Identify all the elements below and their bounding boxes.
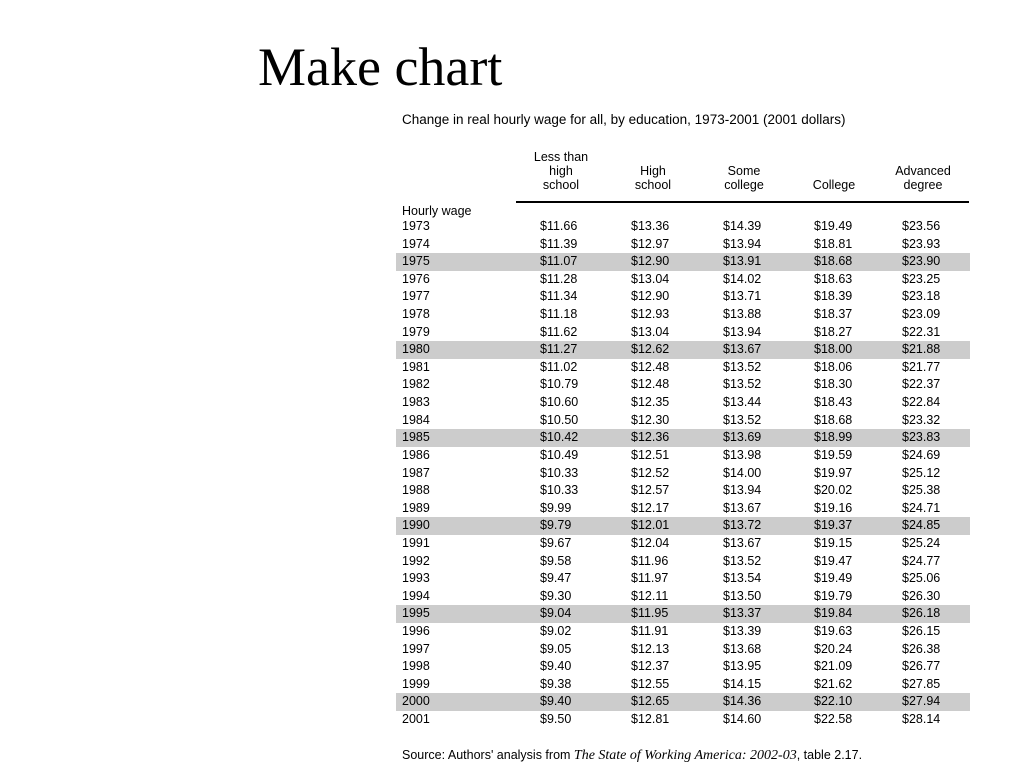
row-year: 1987: [402, 465, 430, 480]
table-row: [396, 605, 970, 623]
table-cell: $13.68: [723, 641, 762, 656]
table-cell: $10.42: [540, 430, 579, 445]
table-cell: $26.30: [902, 588, 941, 603]
table-cell: $12.11: [631, 588, 669, 603]
table-cell: $19.49: [814, 219, 853, 233]
table-cell: $27.85: [902, 676, 941, 691]
table-cell: $11.39: [540, 236, 578, 251]
table-cell: $12.55: [631, 676, 670, 691]
table-cell: $12.81: [631, 712, 670, 727]
table-cell: $12.01: [631, 518, 670, 533]
table-cell: $25.06: [902, 571, 941, 586]
table-cell: $27.94: [902, 694, 941, 709]
table-cell: $25.38: [902, 483, 941, 498]
table-cell: $9.40: [540, 694, 572, 709]
table-row: [396, 359, 970, 377]
column-header-college: College: [812, 178, 856, 192]
table-cell: $14.36: [723, 694, 762, 709]
table-cell: $21.88: [902, 342, 941, 357]
table-cell: $13.88: [723, 307, 762, 322]
row-year: 1998: [402, 659, 430, 674]
table-cell: $23.90: [902, 254, 941, 269]
table-cell: $12.04: [631, 535, 670, 550]
table-cell: $24.77: [902, 553, 941, 568]
table-cell: $11.97: [631, 571, 669, 586]
table-cell: $14.60: [723, 712, 762, 727]
table-cell: $9.50: [540, 712, 572, 727]
table-cell: $23.18: [902, 289, 941, 304]
table-cell: $13.52: [723, 553, 762, 568]
table-row: [396, 465, 970, 483]
table-cell: $18.39: [814, 289, 853, 304]
table-cell: $18.68: [814, 412, 853, 427]
table-row: [396, 641, 970, 659]
table-cell: $19.37: [814, 518, 853, 533]
table-cell: $23.25: [902, 271, 941, 286]
row-year: 1996: [402, 624, 430, 639]
table-row: [396, 394, 970, 412]
table-cell: $20.02: [814, 483, 853, 498]
row-year: 1989: [402, 500, 430, 515]
column-header-high-school: High school: [634, 164, 672, 192]
row-year: 1992: [402, 553, 430, 568]
row-year: 1986: [402, 447, 430, 462]
table-row: [396, 535, 970, 553]
column-header-advanced-degree: Advanced degree: [895, 164, 951, 192]
row-year: 1995: [402, 606, 430, 621]
table-cell: $9.40: [540, 659, 572, 674]
table-row: [396, 658, 970, 676]
table-cell: $10.33: [540, 483, 579, 498]
table-row: [396, 676, 970, 694]
table-cell: $13.67: [723, 342, 762, 357]
table-row: [396, 482, 970, 500]
row-year: 1999: [402, 676, 430, 691]
table-cell: $22.31: [902, 324, 941, 339]
table-cell: $10.50: [540, 412, 579, 427]
table-cell: $13.91: [723, 254, 762, 269]
table-row: [396, 376, 970, 394]
table-cell: $21.62: [814, 676, 853, 691]
table-row: [396, 570, 970, 588]
table-row: [396, 253, 970, 271]
table-cell: $11.02: [540, 359, 578, 374]
table-cell: $18.37: [814, 307, 853, 322]
table-cell: $13.67: [723, 535, 762, 550]
table-row: [396, 236, 970, 254]
table-body: [396, 218, 970, 729]
table-cell: $24.69: [902, 447, 941, 462]
table-row: [396, 412, 970, 430]
table-cell: $18.00: [814, 342, 853, 357]
table-cell: $12.51: [631, 447, 670, 462]
row-label-header: Hourly wage: [402, 204, 472, 218]
table-cell: $12.90: [631, 289, 670, 304]
row-year: 1993: [402, 571, 430, 586]
table-cell: $26.15: [902, 624, 941, 639]
table-cell: $18.63: [814, 271, 853, 286]
table-row: [396, 711, 970, 729]
table-cell: $13.94: [723, 324, 762, 339]
table-row: [396, 447, 970, 465]
row-year: 1978: [402, 307, 430, 322]
row-year: 1974: [402, 236, 430, 251]
table-cell: $18.99: [814, 430, 853, 445]
table-cell: $13.94: [723, 483, 762, 498]
table-cell: $18.06: [814, 359, 853, 374]
table-cell: $13.98: [723, 447, 762, 462]
table-cell: $19.97: [814, 465, 853, 480]
row-year: 1984: [402, 412, 430, 427]
table-cell: $14.00: [723, 465, 762, 480]
table-cell: $9.04: [540, 606, 572, 621]
table-cell: $26.77: [902, 659, 941, 674]
table-cell: $12.90: [631, 254, 670, 269]
table-cell: $13.04: [631, 271, 670, 286]
table-cell: $13.67: [723, 500, 762, 515]
table-cell: $19.15: [814, 535, 853, 550]
table-cell: $19.63: [814, 624, 853, 639]
table-cell: $25.12: [902, 465, 941, 480]
table-cell: $18.81: [814, 236, 853, 251]
table-cell: $12.52: [631, 465, 670, 480]
table-cell: $19.49: [814, 571, 853, 586]
table-cell: $11.07: [540, 254, 578, 269]
table-cell: $28.14: [902, 712, 941, 727]
table-cell: $22.58: [814, 712, 853, 727]
row-year: 1976: [402, 271, 430, 286]
table-cell: $23.32: [902, 412, 941, 427]
row-year: 1990: [402, 518, 430, 533]
table-cell: $13.39: [723, 624, 762, 639]
table-cell: $13.72: [723, 518, 762, 533]
table-cell: $13.69: [723, 430, 762, 445]
row-year: 2000: [402, 694, 430, 709]
table-cell: $12.65: [631, 694, 670, 709]
row-year: 1973: [402, 219, 430, 233]
table-cell: $12.62: [631, 342, 670, 357]
table-cell: $13.44: [723, 395, 762, 410]
table-cell: $13.52: [723, 377, 762, 392]
row-year: 1982: [402, 377, 430, 392]
row-year: 2001: [402, 712, 430, 727]
table-cell: $18.27: [814, 324, 853, 339]
row-year: 1977: [402, 289, 430, 304]
row-year: 1997: [402, 641, 430, 656]
table-cell: $9.99: [540, 500, 572, 515]
table-cell: $9.79: [540, 518, 572, 533]
table-cell: $13.95: [723, 659, 762, 674]
table-cell: $24.85: [902, 518, 941, 533]
table-cell: $24.71: [902, 500, 941, 515]
table-cell: $18.30: [814, 377, 853, 392]
table-cell: $12.36: [631, 430, 670, 445]
table-cell: $14.15: [723, 676, 762, 691]
table-cell: $12.35: [631, 395, 670, 410]
table-row: [396, 693, 970, 711]
table-cell: $21.09: [814, 659, 853, 674]
table-cell: $10.33: [540, 465, 579, 480]
table-cell: $23.09: [902, 307, 941, 322]
table-cell: $12.48: [631, 377, 670, 392]
table-cell: $12.13: [631, 641, 670, 656]
row-year: 1981: [402, 359, 430, 374]
table-cell: $20.24: [814, 641, 853, 656]
header-rule: [516, 201, 969, 203]
row-year: 1994: [402, 588, 430, 603]
table-cell: $22.10: [814, 694, 853, 709]
row-year: 1988: [402, 483, 430, 498]
table-cell: $11.28: [540, 271, 578, 286]
table-cell: $13.71: [723, 289, 762, 304]
table-cell: $13.37: [723, 606, 762, 621]
table-cell: $9.47: [540, 571, 572, 586]
table-cell: $19.79: [814, 588, 853, 603]
table-cell: $22.37: [902, 377, 941, 392]
column-header-less-than-high-school: Less than high school: [533, 150, 589, 192]
row-year: 1975: [402, 254, 430, 269]
table-cell: $26.18: [902, 606, 941, 621]
table-cell: $13.52: [723, 412, 762, 427]
table-cell: $23.56: [902, 219, 941, 233]
table-cell: $12.17: [631, 500, 670, 515]
table-cell: $9.02: [540, 624, 572, 639]
table-cell: $21.77: [902, 359, 941, 374]
table-cell: $12.97: [631, 236, 670, 251]
table-cell: $11.66: [540, 219, 578, 233]
table-row: [396, 218, 970, 236]
table-cell: $22.84: [902, 395, 941, 410]
table-cell: $9.58: [540, 553, 572, 568]
source-note: Source: Authors' analysis from The State of Working America: 2002-03, table 2.17.: [402, 748, 863, 763]
table-cell: $13.52: [723, 359, 762, 374]
table-cell: $11.62: [540, 324, 578, 339]
table-cell: $19.84: [814, 606, 853, 621]
row-year: 1985: [402, 430, 430, 445]
table-cell: $14.39: [723, 219, 762, 233]
table-cell: $12.37: [631, 659, 670, 674]
table-cell: $18.43: [814, 395, 853, 410]
table-cell: $11.34: [540, 289, 578, 304]
table-cell: $12.48: [631, 359, 670, 374]
table-cell: $13.04: [631, 324, 670, 339]
row-year: 1979: [402, 324, 430, 339]
table-cell: $26.38: [902, 641, 941, 656]
table-cell: $11.96: [631, 553, 669, 568]
slide-title: Make chart: [258, 37, 503, 97]
table-cell: $9.30: [540, 588, 572, 603]
table-row: [396, 288, 970, 306]
table-row: [396, 588, 970, 606]
table-cell: $14.02: [723, 271, 762, 286]
row-year: 1983: [402, 395, 430, 410]
table-row: [396, 517, 970, 535]
table-cell: $9.67: [540, 535, 572, 550]
table-row: [396, 500, 970, 518]
table-cell: $12.93: [631, 307, 670, 322]
table-cell: $23.83: [902, 430, 941, 445]
table-cell: $10.49: [540, 447, 579, 462]
row-year: 1980: [402, 342, 430, 357]
table-cell: $9.38: [540, 676, 572, 691]
table-cell: $19.16: [814, 500, 853, 515]
table-cell: $13.36: [631, 219, 670, 233]
table-cell: $19.59: [814, 447, 853, 462]
table-cell: $25.24: [902, 535, 941, 550]
table-cell: $19.47: [814, 553, 853, 568]
row-year: 1991: [402, 535, 430, 550]
table-cell: $18.68: [814, 254, 853, 269]
table-row: [396, 271, 970, 289]
table-row: [396, 324, 970, 342]
table-cell: $9.05: [540, 641, 572, 656]
table-cell: $13.94: [723, 236, 762, 251]
table-cell: $11.27: [540, 342, 578, 357]
table-cell: $12.57: [631, 483, 670, 498]
table-cell: $10.79: [540, 377, 579, 392]
column-header-some-college: Some college: [724, 164, 764, 192]
table-row: [396, 429, 970, 447]
table-title: Change in real hourly wage for all, by education, 1973-2001 (2001 dollars): [402, 112, 846, 127]
table-cell: $11.95: [631, 606, 669, 621]
table-row: [396, 623, 970, 641]
table-cell: $12.30: [631, 412, 670, 427]
table-cell: $13.54: [723, 571, 762, 586]
table-cell: $11.91: [631, 624, 669, 639]
table-cell: $23.93: [902, 236, 941, 251]
table-row: [396, 341, 970, 359]
table-cell: $10.60: [540, 395, 579, 410]
table-cell: $11.18: [540, 307, 578, 322]
table-row: [396, 553, 970, 571]
table-row: [396, 306, 970, 324]
table-cell: $13.50: [723, 588, 762, 603]
